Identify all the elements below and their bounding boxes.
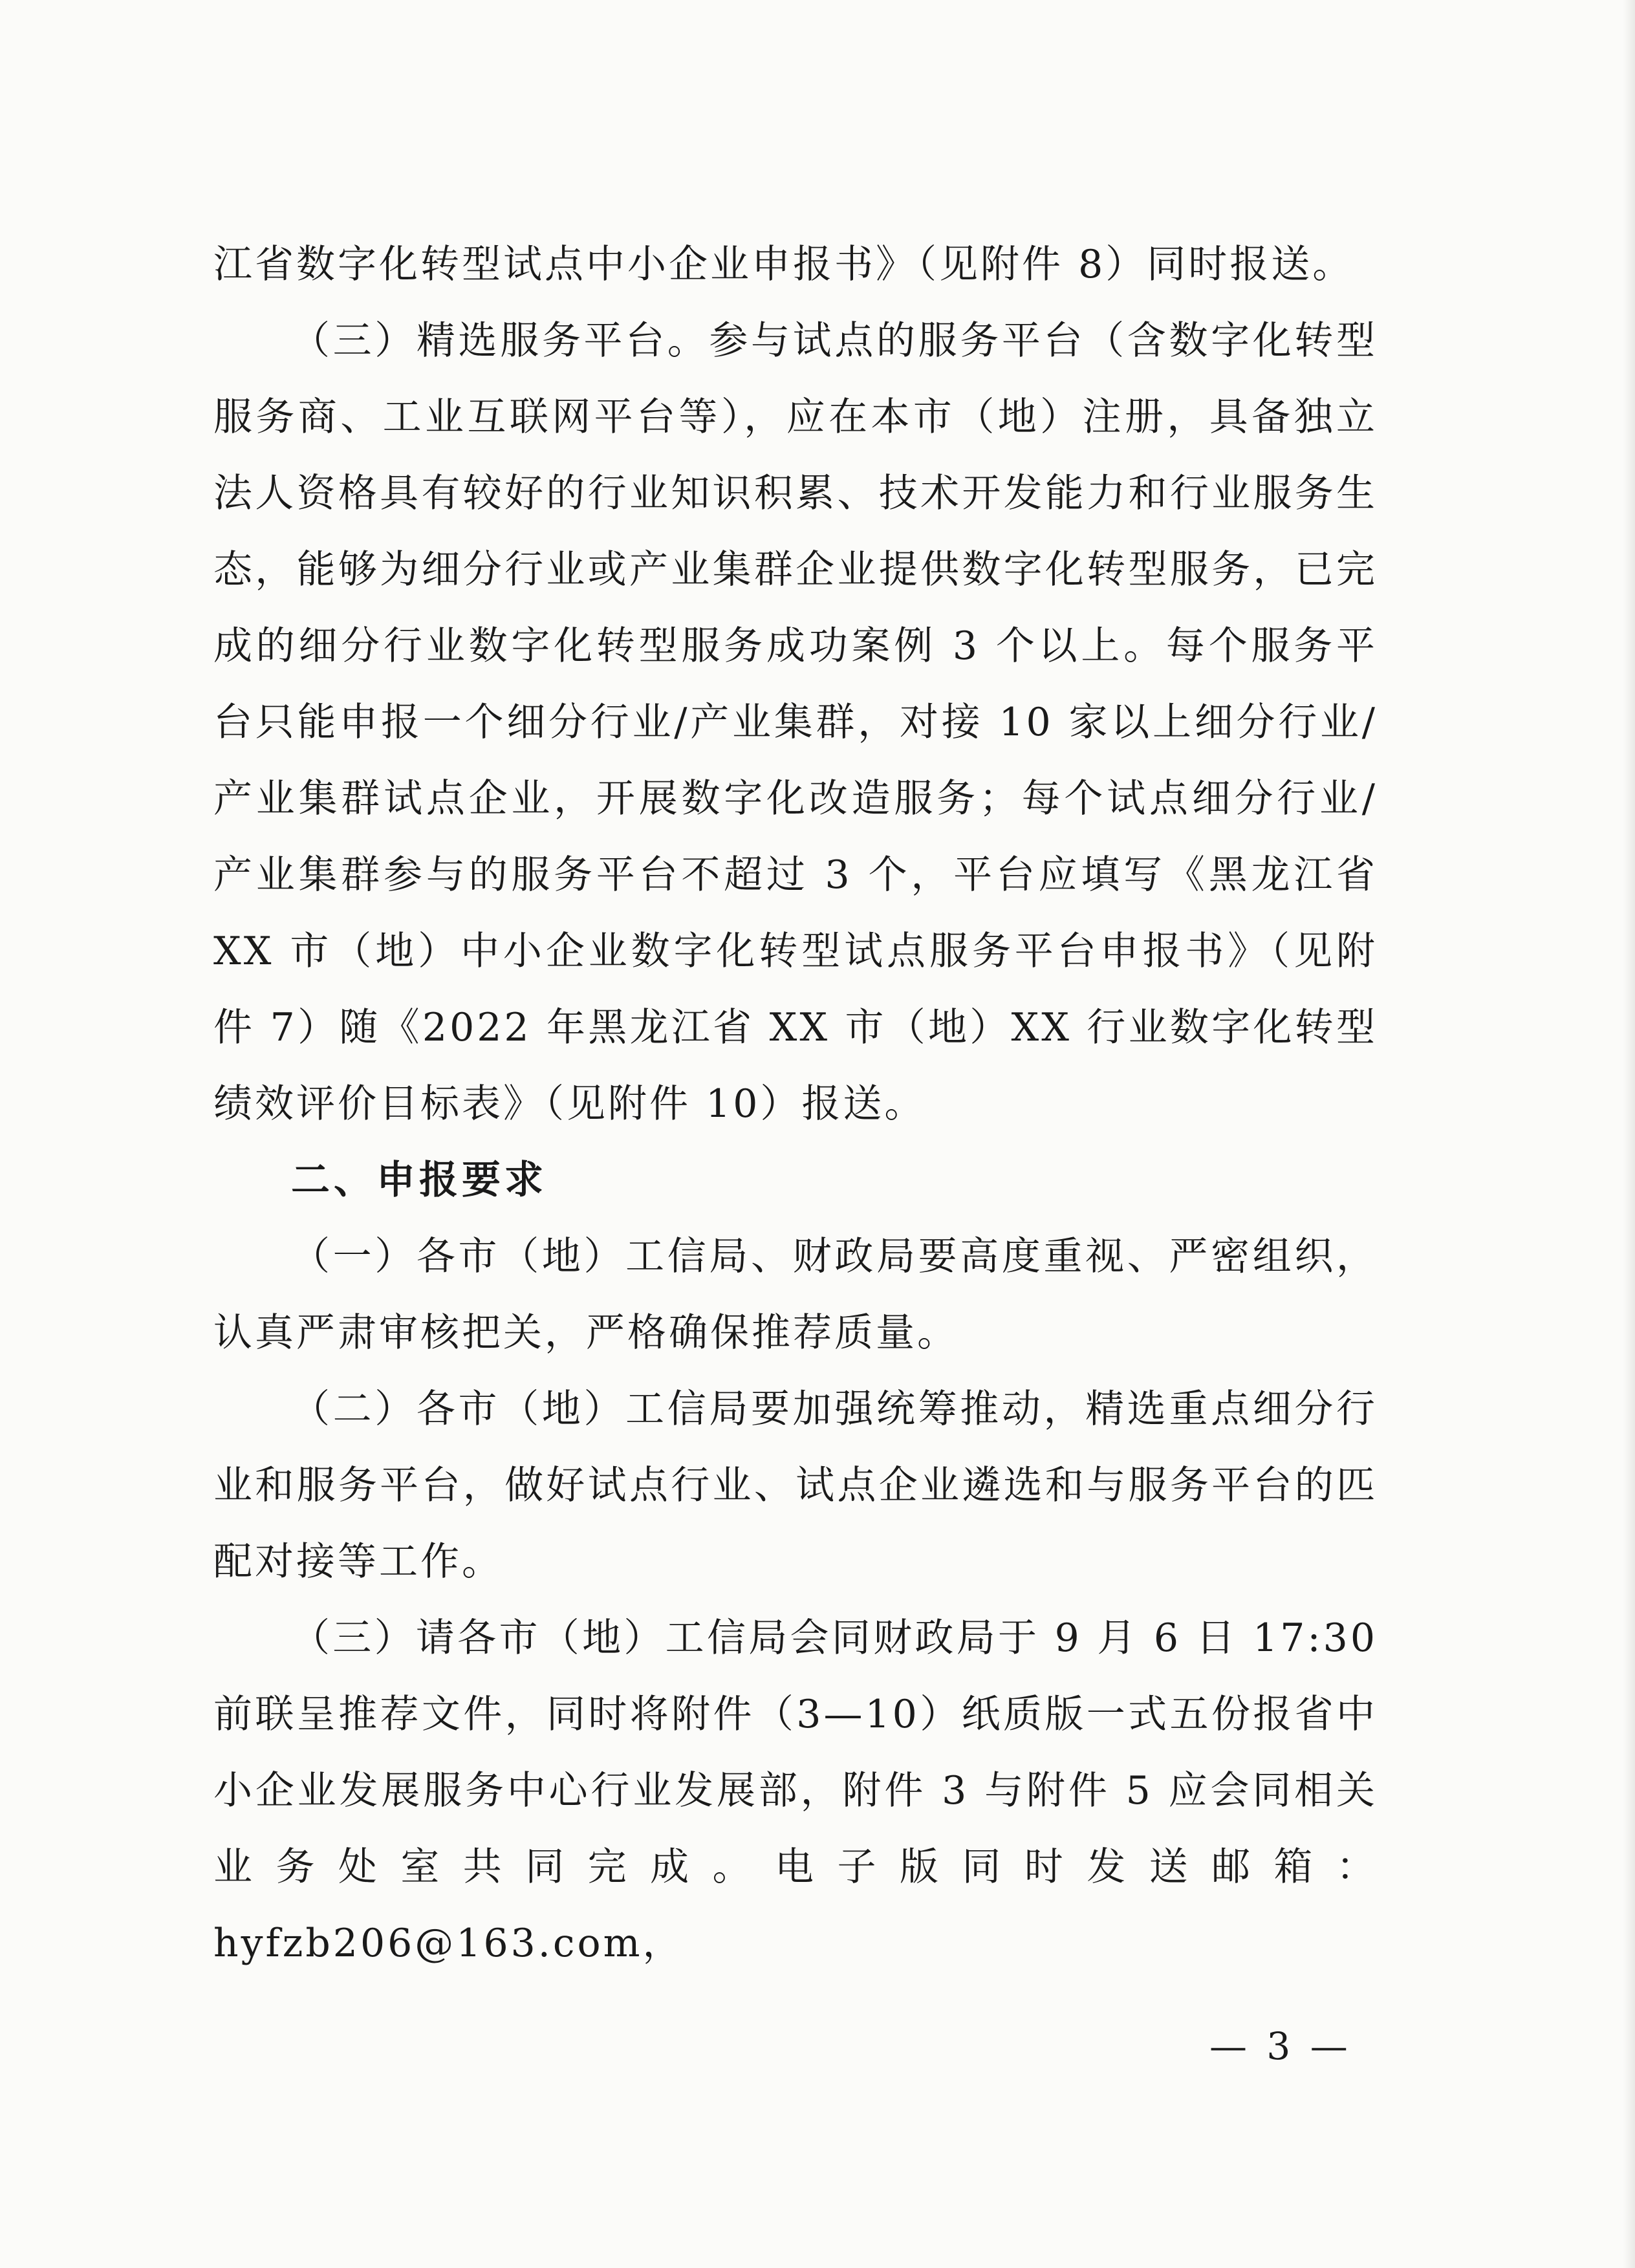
paragraph-requirement-2: （二）各市（地）工信局要加强统筹推动，精选重点细分行业和服务平台，做好试点行业、试点企业遴选和与服务平台的匹配对接等工作。 <box>213 1387 1378 1584</box>
scan-edge <box>1623 0 1635 2268</box>
paragraph-requirement-1: （一）各市（地）工信局、财政局要高度重视、严密组织，认真严肃审核把关，严格确保推荐质量。 <box>213 1234 1378 1355</box>
paragraph-continuation: 江省数字化转型试点中小企业申报书》（见附件 8）同时报送。 <box>213 242 1354 287</box>
page-number: — 3 — <box>1209 2024 1352 2068</box>
paragraph-requirement-3: （三）请各市（地）工信局会同财政局于 9 月 6 日 17:30 前联呈推荐文件，同时将附件（3—10）纸质版一式五份报省中小企业发展服务中心行业发展部，附件 3 与附件 5 应会同相关业务处室共同完成。电子版同时发送邮箱：hyfzb206@163.com， <box>213 1615 1378 1966</box>
document-body <box>213 226 1378 1982</box>
paragraph-service-platform: （三）精选服务平台。参与试点的服务平台（含数字化转型服务商、工业互联网平台等），应在本市（地）注册，具备独立法人资格具有较好的行业知识积累、技术开发能力和行业服务生态，能够为细分行业或产业集群企业提供数字化转型服务，已完成的细分行业数字化转型服务成功案例 3 个以上。每个服务平台只能申报一个细分行业/产业集群，对接 10 家以上细分行业/产业集群试点企业，开展数字化改造服务；每个试点细分行业/产业集群参与的服务平台不超过 3 个，平台应填写《黑龙江省 XX 市（地）中小企业数字化转型试点服务平台申报书》（见附件 7）随《2022 年黑龙江省 XX 市（地）XX 行业数字化转型绩效评价目标表》（见附件 10）报送。 <box>213 318 1378 1127</box>
section-heading: 二、申报要求 <box>291 1158 547 1203</box>
